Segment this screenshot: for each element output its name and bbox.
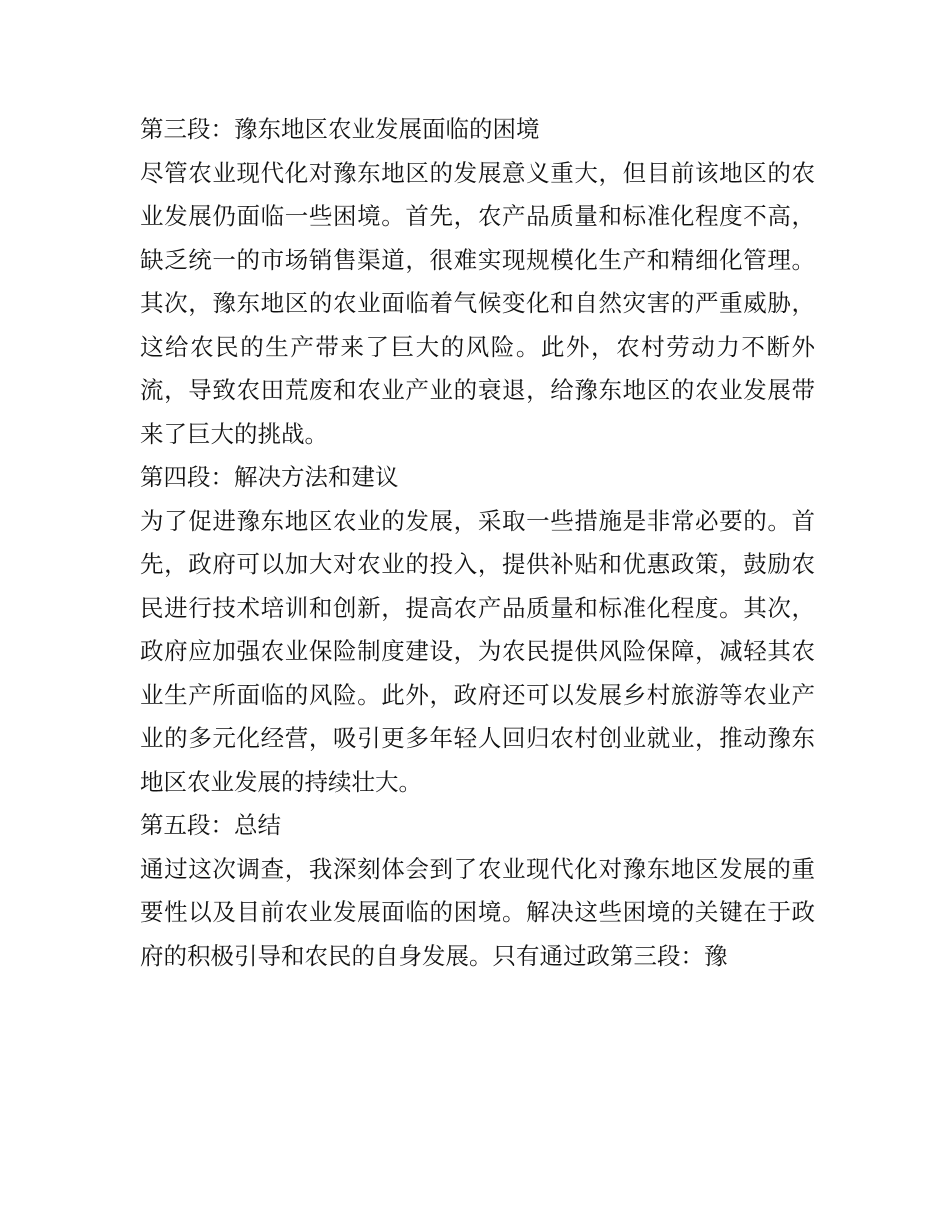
section-4 xyxy=(140,456,815,804)
section-paragraph: 通过这次调查，我深刻体会到了农业现代化对豫东地区发展的重要性以及目前农业发展面临的困境。解决这些困境的关键在于政府的积极引导和农民的自身发展。只有通过政第三段：豫 xyxy=(140,854,815,970)
section-heading: 第三段：豫东地区农业发展面临的困境 xyxy=(140,115,540,143)
section-paragraph: 尽管农业现代化对豫东地区的发展意义重大，但目前该地区的农业发展仍面临一些困境。首先，农产品质量和标准化程度不高，缺乏统一的市场销售渠道，很难实现规模化生产和精细化管理。其次，豫东地区的农业面临着气候变化和自然灾害的严重威胁，这给农民的生产带来了巨大的风险。此外，农村劳动力不断外流，导致农田荒废和农业产业的衰退，给豫东地区的农业发展带来了巨大的挑战。 xyxy=(140,158,815,448)
document-body xyxy=(140,108,815,978)
section-heading: 第五段：总结 xyxy=(140,811,281,839)
section-heading: 第四段：解决方法和建议 xyxy=(140,463,399,491)
section-3 xyxy=(140,108,815,456)
section-paragraph: 为了促进豫东地区农业的发展，采取一些措施是非常必要的。首先，政府可以加大对农业的投入，提供补贴和优惠政策，鼓励农民进行技术培训和创新，提高农产品质量和标准化程度。其次，政府应加强农业保险制度建设，为农民提供风险保障，减轻其农业生产所面临的风险。此外，政府还可以发展乡村旅游等农业产业的多元化经营，吸引更多年轻人回归农村创业就业，推动豫东地区农业发展的持续壮大。 xyxy=(140,506,815,796)
section-5 xyxy=(140,804,815,978)
